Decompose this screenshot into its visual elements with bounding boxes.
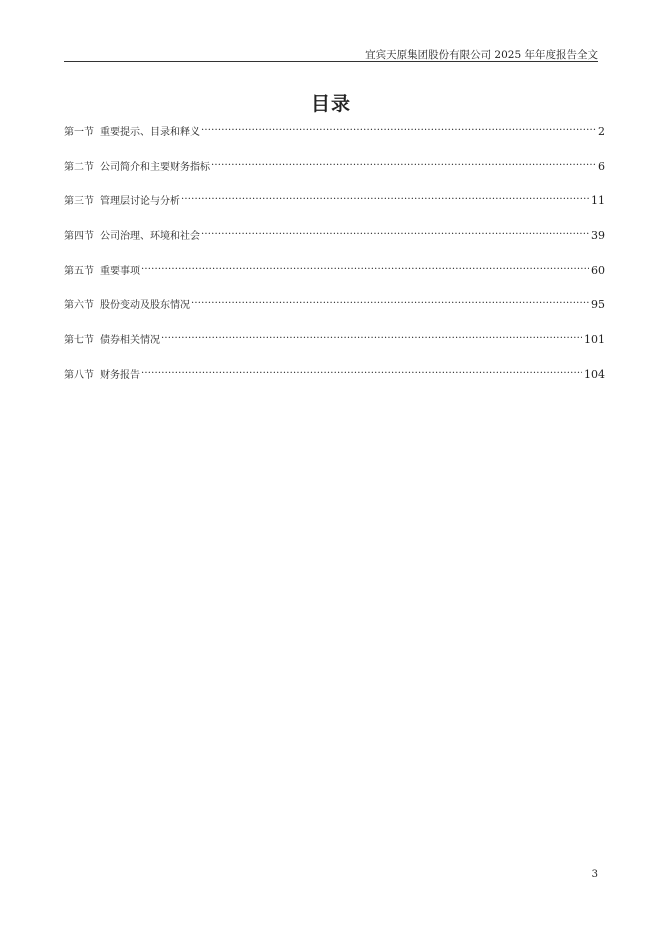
- toc-page-number: 39: [591, 229, 605, 243]
- toc-section-title: 财务报告: [100, 369, 140, 381]
- toc-dot-leader: [201, 121, 596, 135]
- toc-dot-leader: [201, 225, 589, 239]
- header-text: 宜宾天原集团股份有限公司 2025 年年度报告全文: [365, 49, 598, 61]
- toc-section-title: 公司治理、环境和社会: [100, 231, 200, 243]
- toc-section-number: 第八节: [64, 369, 94, 381]
- toc-list: [64, 121, 605, 399]
- toc-page-number: 101: [584, 333, 605, 347]
- toc-dot-leader: [211, 156, 596, 170]
- toc-section-title: 股份变动及股东情况: [100, 300, 190, 312]
- toc-section-title: 债券相关情况: [100, 335, 160, 347]
- toc-section-number: 第三节: [64, 196, 94, 208]
- toc-section-number: 第二节: [64, 161, 94, 173]
- toc-page-number: 95: [591, 298, 605, 312]
- toc-item[interactable]: [64, 329, 605, 364]
- toc-dot-leader: [141, 260, 589, 274]
- toc-section-number: 第四节: [64, 231, 94, 243]
- toc-section-title: 重要提示、目录和释义: [100, 127, 200, 138]
- toc-item[interactable]: [64, 225, 605, 260]
- toc-item[interactable]: [64, 260, 605, 295]
- toc-page-number: 60: [591, 263, 605, 277]
- toc-item[interactable]: [64, 121, 605, 156]
- toc-title: 目录: [310, 93, 351, 115]
- toc-section-number: 第七节: [64, 335, 94, 347]
- toc-section-number: 第五节: [64, 265, 94, 277]
- toc-section-title: 管理层讨论与分析: [100, 196, 180, 208]
- toc-item[interactable]: [64, 156, 605, 191]
- toc-section-title: 重要事项: [100, 265, 140, 277]
- toc-section-title: 公司简介和主要财务指标: [100, 161, 210, 173]
- toc-page-number: 6: [598, 159, 605, 173]
- toc-dot-leader: [181, 190, 589, 204]
- toc-dot-leader: [191, 294, 589, 308]
- toc-section-number: 第六节: [64, 300, 94, 312]
- toc-item[interactable]: [64, 364, 605, 399]
- page-header: [64, 48, 598, 62]
- toc-item[interactable]: [64, 294, 605, 329]
- header-rule: [64, 61, 598, 62]
- toc-page-number: 104: [584, 367, 605, 381]
- toc-dot-leader: [161, 329, 582, 343]
- page-number: 3: [591, 869, 598, 880]
- toc-dot-leader: [141, 364, 582, 378]
- toc-page-number: 11: [591, 194, 605, 208]
- toc-section-number: 第一节: [64, 127, 94, 138]
- toc-item[interactable]: [64, 190, 605, 225]
- toc-page-number: 2: [598, 125, 605, 138]
